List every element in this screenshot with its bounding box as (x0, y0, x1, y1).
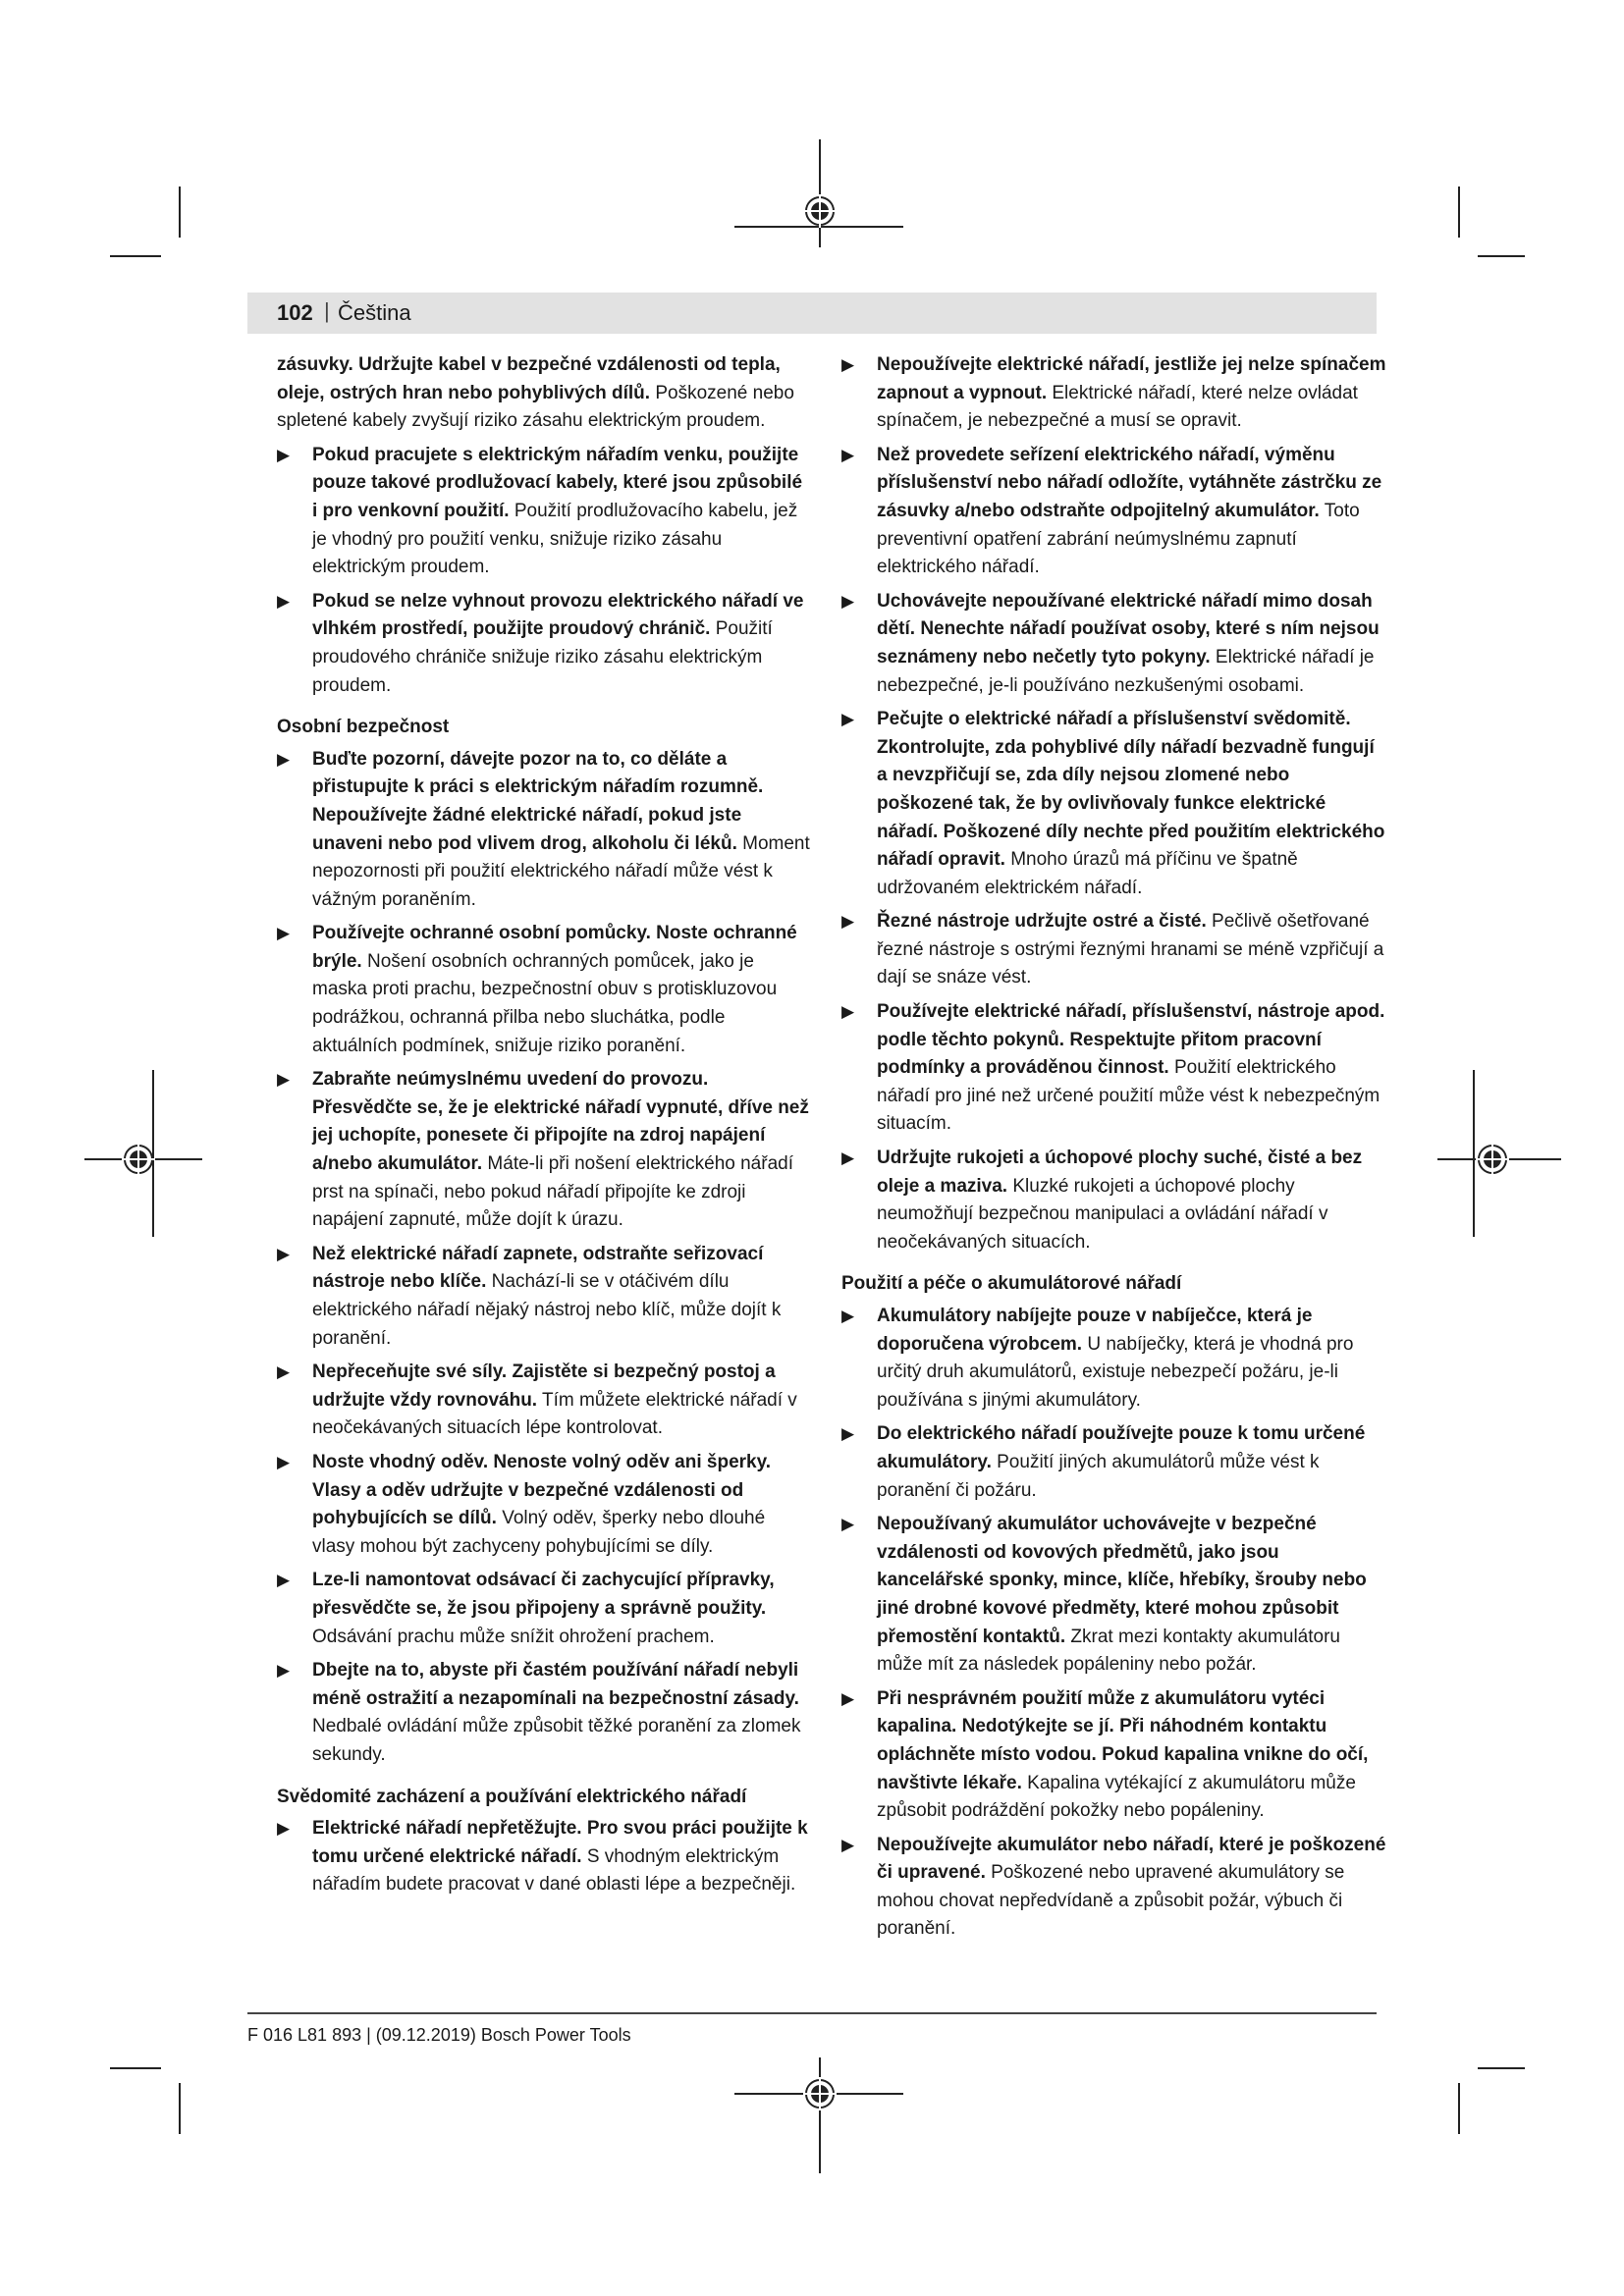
registration-line (819, 139, 821, 247)
instruction-body-text: U nabíječky, která je vhodná pro určitý druh akumulátorů, existuje nebezpečí požáru, je-li používána s jinými akumulátory. (877, 1333, 1354, 1411)
instruction-body-text: Poškozené nebo upravené akumulátory se mohou chovat nepředvídaně a způsobit požár, výbuch či poranění. (877, 1862, 1345, 1940)
instruction-body-text: Poškozené nebo spletené kabely zvyšují riziko zásahu elektrickým proudem. (277, 382, 794, 432)
instruction-body-text: Použití jiných akumulátorů může vést k poranění či požáru. (877, 1451, 1320, 1501)
crop-mark (179, 2083, 181, 2134)
crop-mark (179, 187, 181, 238)
safety-instruction (277, 1359, 812, 1443)
instruction-body-text: Nedbalé ovládání může způsobit těžké poranění za zlomek sekundy. (312, 1716, 801, 1765)
safety-instruction (841, 908, 1387, 992)
registration-crosshair-icon (803, 194, 837, 228)
instruction-body-text: Pečlivě ošetřované řezné nástroje s ostrými řeznými hranami se méně vzpřičují a dají se snáze vést. (877, 911, 1384, 988)
crop-mark (1478, 2067, 1525, 2069)
instruction-bold-text: Lze-li namontovat odsávací či zachycující přípravky, přesvědčte se, že jsou připojeny a správně použity. (312, 1570, 775, 1619)
instruction-bold-text: Nepřeceňujte své síly. Zajistěte si bezpečný postoj a udržujte vždy rovnováhu. (312, 1362, 776, 1411)
triangle-bullet-icon: ▶ (277, 1571, 291, 1590)
safety-instruction (277, 746, 812, 915)
footer-text: F 016 L81 893 | (09.12.2019) Bosch Power Tools (247, 2025, 631, 2045)
triangle-bullet-icon: ▶ (841, 1515, 855, 1534)
crop-mark (1478, 255, 1525, 257)
instruction-bold-text: Uchovávejte nepoužívané elektrické nářadí mimo dosah dětí. Nenechte nářadí používat osoby, které s ním nejsou seznámeny nebo nečetly tyto pokyny. (877, 590, 1380, 667)
safety-instruction (277, 1241, 812, 1353)
instruction-bold-text: Nepoužívaný akumulátor uchovávejte v bezpečné vzdálenosti od kovových předmětů, jako jsou kancelářské sponky, mince, klíče, hřebíky, šrouby nebo jiné drobné kovové předměty, které mohou způsobit přemostění kontaktů. (877, 1514, 1367, 1647)
triangle-bullet-icon: ▶ (841, 445, 855, 464)
instruction-bold-text: zásuvky. Udržujte kabel v bezpečné vzdálenosti od tepla, oleje, ostrých hran nebo pohyblivých dílů. (277, 354, 781, 403)
registration-crosshair-icon (803, 2077, 837, 2110)
triangle-bullet-icon: ▶ (277, 591, 291, 611)
safety-instruction (841, 998, 1387, 1139)
safety-instruction (841, 706, 1387, 902)
instruction-bold-text: Elektrické nářadí nepřetěžujte. Pro svou práci použijte k tomu určené elektrické nářadí. (312, 1818, 808, 1867)
safety-instruction (277, 1567, 812, 1651)
safety-instruction (277, 1066, 812, 1235)
triangle-bullet-icon: ▶ (277, 1362, 291, 1382)
triangle-bullet-icon: ▶ (277, 924, 291, 943)
safety-instruction (841, 1832, 1387, 1944)
instruction-bold-text: Buďte pozorní, dávejte pozor na to, co děláte a přistupujte k práci s elektrickým nářadím rozumně. Nepoužívejte žádné elektrické nářadí, pokud jste unaveni nebo pod vlivem drog, alkoholu či léků. (312, 748, 764, 854)
instruction-bold-text: Pokud pracujete s elektrickým nářadím venku, použijte pouze takové prodlužovací kabely, které jsou způsobilé i pro venkovní použití. (312, 444, 803, 521)
triangle-bullet-icon: ▶ (841, 710, 855, 729)
safety-instruction (277, 1657, 812, 1769)
instruction-body-text: Použití proudového chrániče snižuje riziko zásahu elektrickým proudem. (312, 618, 773, 696)
instruction-bold-text: Používejte elektrické nářadí, příslušenství, nástroje apod. podle těchto pokynů. Respektujte přitom pracovní podmínky a prováděnou činnost. (877, 1001, 1385, 1079)
crop-mark (110, 2067, 161, 2069)
safety-instruction (277, 442, 812, 582)
triangle-bullet-icon: ▶ (277, 1661, 291, 1681)
triangle-bullet-icon: ▶ (841, 912, 855, 932)
crop-mark (1458, 2083, 1460, 2134)
instruction-body-text: Toto preventivní opatření zabrání neúmyslnému zapnutí elektrického nářadí. (877, 500, 1360, 578)
instruction-bold-text: Do elektrického nářadí používejte pouze k tomu určené akumulátory. (877, 1423, 1366, 1472)
triangle-bullet-icon: ▶ (841, 591, 855, 611)
triangle-bullet-icon: ▶ (841, 1424, 855, 1444)
instruction-bold-text: Při nesprávném použití může z akumulátoru vytéci kapalina. Nedotýkejte se jí. Při náhodném kontaktu opláchněte místo vodou. Pokud kapalina vnikne do očí, navštivte lékaře. (877, 1687, 1369, 1793)
instruction-body-text: Použití elektrického nářadí pro jiné než určené použití může vést k nebezpečným situacím. (877, 1057, 1380, 1135)
right-column (841, 351, 1387, 1949)
safety-instruction (841, 351, 1387, 436)
triangle-bullet-icon: ▶ (277, 1452, 291, 1471)
triangle-bullet-icon: ▶ (277, 1819, 291, 1839)
instruction-bold-text: Řezné nástroje udržujte ostré a čisté. (877, 911, 1207, 933)
instruction-body-text: S vhodným elektrickým nářadím budete pracovat v dané oblasti lépe a bezpečněji. (312, 1845, 796, 1896)
triangle-bullet-icon: ▶ (841, 1835, 855, 1854)
footer-rule (247, 2012, 1377, 2014)
instruction-bold-text: Nepoužívejte akumulátor nebo nářadí, které je poškozené či upravené. (877, 1834, 1386, 1884)
safety-instruction (841, 1511, 1387, 1680)
instruction-bold-text: Nepoužívejte elektrické nářadí, jestliže jej nelze spínačem zapnout a vypnout. (877, 354, 1386, 403)
instruction-bold-text: Zabraňte neúmyslnému uvedení do provozu. Přesvědčte se, že je elektrické nářadí vypnuté, dříve než jej uchopíte, ponesete či připojíte na zdroj napájení a/nebo akumulátor. (312, 1069, 809, 1175)
instruction-body-text: Elektrické nářadí, které nelze ovládat spínačem, je nebezpečné a musí se opravit. (877, 382, 1358, 432)
safety-instruction (841, 588, 1387, 700)
instruction-body-text: Kluzké rukojeti a úchopové plochy neumožňují bezpečnou manipulaci a ovládání nářadí v neočekávaných situacích. (877, 1175, 1328, 1253)
instruction-body-text: Volný oděv, šperky nebo dlouhé vlasy mohou být zachyceny pohybujícími se díly. (312, 1508, 766, 1557)
triangle-bullet-icon: ▶ (277, 749, 291, 769)
registration-crosshair-icon (122, 1143, 155, 1176)
safety-instruction (277, 920, 812, 1060)
instruction-body-text: Mnoho úrazů má příčinu ve špatně udržovaném elektrickém nářadí. (877, 849, 1298, 898)
page-number: 102 (277, 300, 313, 325)
safety-instruction (277, 1449, 812, 1561)
instruction-bold-text: Pečujte o elektrické nářadí a příslušenství svědomitě. Zkontrolujte, zda pohyblivé díly nářadí bezvadně fungují a nevzpřičují se, zda díly nejsou zlomené nebo poškozené tak, že by ovlivňovaly funkce elektrické nářadí. Poškozené díly nechte před použitím elektrického nářadí opravit. (877, 709, 1385, 871)
header-language: Čeština (338, 300, 411, 325)
header-separator: | (324, 298, 330, 323)
triangle-bullet-icon: ▶ (841, 1148, 855, 1168)
safety-instruction (841, 1303, 1387, 1415)
crop-mark (110, 255, 161, 257)
instruction-bold-text: Pokud se nelze vyhnout provozu elektrického nářadí ve vlhkém prostředí, použijte proudový chránič. (312, 590, 804, 640)
safety-instruction (841, 442, 1387, 582)
triangle-bullet-icon: ▶ (277, 1244, 291, 1263)
instruction-body-text: Použití prodlužovacího kabelu, jež je vhodný pro použití venku, snižuje riziko zásahu elektrickým proudem. (312, 500, 798, 578)
safety-instruction (841, 1685, 1387, 1826)
page-header (247, 293, 1377, 334)
paragraph (277, 351, 812, 436)
triangle-bullet-icon: ▶ (841, 1002, 855, 1022)
left-column (277, 351, 812, 1905)
triangle-bullet-icon: ▶ (841, 355, 855, 374)
safety-instruction (277, 588, 812, 700)
triangle-bullet-icon: ▶ (841, 1307, 855, 1325)
instruction-bold-text: Akumulátory nabíjejte pouze v nabíječce, která je doporučena výrobcem. (877, 1306, 1313, 1355)
section-heading: Svědomité zacházení a používání elektrického nářadí (277, 1786, 747, 1807)
instruction-bold-text: Dbejte na to, abyste při častém používání nářadí nebyli méně ostražití a nezapomínali na bezpečnostní zásady. (312, 1660, 799, 1709)
safety-instruction (277, 1815, 812, 1899)
instruction-body-text: Máte-li při nošení elektrického nářadí prst na spínači, nebo pokud nářadí připojíte ke zdroji napájení zapnuté, může dojít k úrazu. (312, 1153, 793, 1231)
instruction-body-text: Moment nepozornosti při použití elektrického nářadí může vést k vážným poraněním. (312, 832, 810, 910)
instruction-bold-text: Používejte ochranné osobní pomůcky. Noste ochranné brýle. (312, 923, 797, 972)
section-heading: Použití a péče o akumulátorové nářadí (841, 1273, 1182, 1295)
triangle-bullet-icon: ▶ (277, 1070, 291, 1090)
instruction-body-text: Odsávání prachu může snížit ohrožení prachem. (312, 1626, 715, 1647)
instruction-body-text: Elektrické nářadí je nebezpečné, je-li používáno nezkušenými osobami. (877, 646, 1375, 696)
triangle-bullet-icon: ▶ (277, 445, 291, 464)
instruction-body-text: Nošení osobních ochranných pomůcek, jako je maska proti prachu, bezpečnostní obuv s protiskluzovou podrážkou, ochranná přilba nebo sluchátka, podle aktuálních podmínek, snižuje riziko poranění. (312, 950, 778, 1056)
instruction-body-text: Zkrat mezi kontakty akumulátoru může mít za následek popáleniny nebo požár. (877, 1626, 1340, 1676)
instruction-body-text: Kapalina vytékající z akumulátoru může způsobit podráždění pokožky nebo popáleniny. (877, 1772, 1356, 1822)
instruction-bold-text: Než provedete seřízení elektrického nářadí, výměnu příslušenství nebo nářadí odložíte, vytáhněte zástrčku ze zásuvky a/nebo odstraňte odpojitelný akumulátor. (877, 444, 1382, 521)
registration-crosshair-icon (1476, 1143, 1509, 1176)
instruction-body-text: Nachází-li se v otáčivém dílu elektrického nářadí nějaký nástroj nebo klíč, může dojít k poranění. (312, 1271, 782, 1349)
registration-line (1473, 1070, 1475, 1237)
instruction-bold-text: Udržujte rukojeti a úchopové plochy suché, čisté a bez oleje a maziva. (877, 1148, 1363, 1197)
crop-mark (1458, 187, 1460, 238)
safety-instruction (841, 1420, 1387, 1505)
instruction-bold-text: Než elektrické nářadí zapnete, odstraňte seřizovací nástroje nebo klíče. (312, 1243, 764, 1293)
registration-line (819, 2057, 821, 2173)
triangle-bullet-icon: ▶ (841, 1688, 855, 1708)
section-heading: Osobní bezpečnost (277, 717, 450, 738)
instruction-body-text: Tím můžete elektrické nářadí v neočekávaných situacích lépe kontrolovat. (312, 1389, 797, 1439)
instruction-bold-text: Noste vhodný oděv. Nenoste volný oděv ani šperky. Vlasy a oděv udržujte v bezpečné vzdálenosti od pohybujících se dílů. (312, 1451, 772, 1529)
safety-instruction (841, 1145, 1387, 1256)
